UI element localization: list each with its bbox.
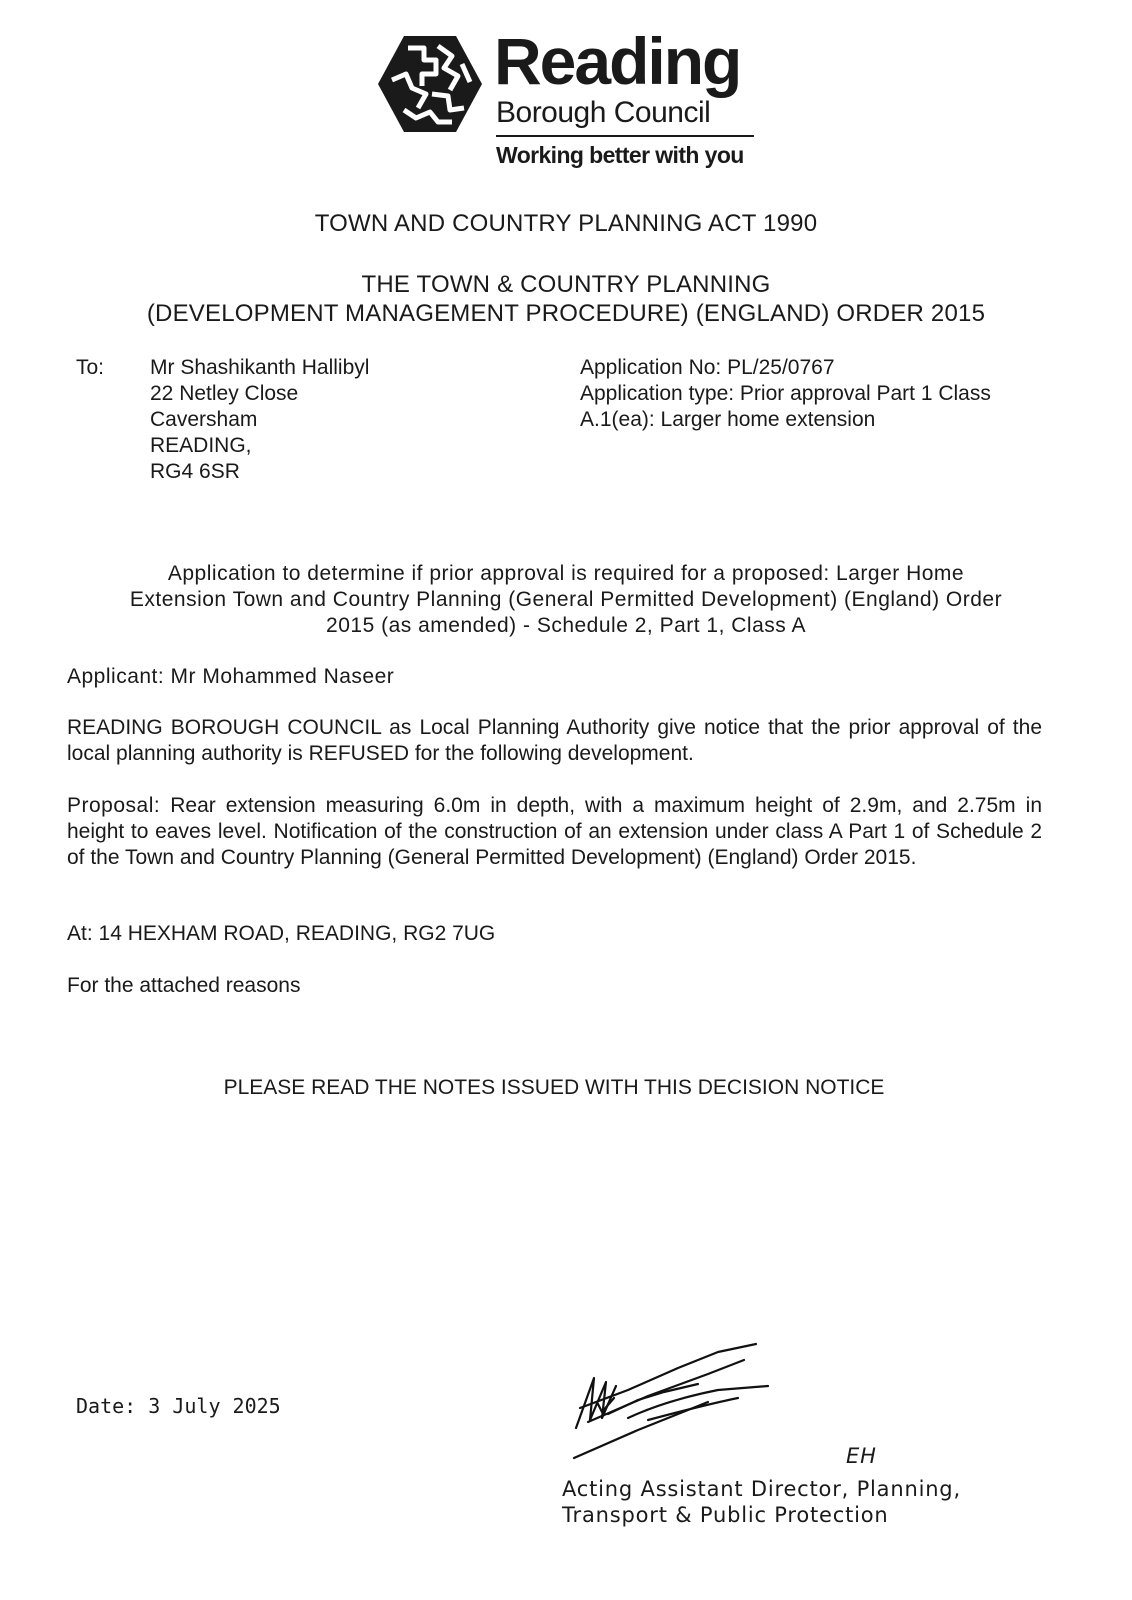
signature-image xyxy=(568,1338,778,1468)
description-line2: Extension Town and Country Planning (General Permitted Development) (England) Order xyxy=(129,588,1003,611)
proposal-text: Rear extension measuring 6.0m in depth, with a maximum height of 2.9m, and 2.75m in height to eaves level. Notification of the construction of an extension under class A Part 1 of Schedule 2 of the Town and Country Planning (General Permitted Development) (England) Order 2015. xyxy=(67,794,1042,869)
application-type-line2: A.1(ea): Larger home extension xyxy=(580,408,876,431)
site-address: At: 14 HEXHAM ROAD, READING, RG2 7UG xyxy=(67,922,496,945)
recipient-line: 22 Netley Close xyxy=(150,382,299,405)
signatory-title-line2: Transport & Public Protection xyxy=(562,1503,889,1527)
recipient-line: RG4 6SR xyxy=(150,460,240,483)
order-heading-line2: (DEVELOPMENT MANAGEMENT PROCEDURE) (ENGLAND) ORDER 2015 xyxy=(146,300,986,327)
refusal-notice: READING BOROUGH COUNCIL as Local Planning Authority give notice that the prior approval of the local planning authority is REFUSED for the following development. xyxy=(67,716,1042,765)
application-type-line1: Application type: Prior approval Part 1 Class xyxy=(580,382,991,405)
proposal-label: Proposal: xyxy=(67,794,161,817)
logo-tagline: Working better with you xyxy=(496,142,744,168)
recipient-line: Mr Shashikanth Hallibyl xyxy=(150,356,370,379)
logo-subtitle: Borough Council xyxy=(496,96,711,129)
notes-notice: PLEASE READ THE NOTES ISSUED WITH THIS DECISION NOTICE xyxy=(223,1076,885,1099)
recipient-line: READING, xyxy=(150,434,252,457)
decision-date: Date: 3 July 2025 xyxy=(76,1394,281,1418)
description-line1: Application to determine if prior approval is required for a proposed: Larger Home xyxy=(167,562,965,585)
recipient-address xyxy=(150,355,369,485)
reasons-line: For the attached reasons xyxy=(67,974,301,997)
signatory-initials: EH xyxy=(846,1444,877,1468)
applicant: Applicant: Mr Mohammed Naseer xyxy=(67,665,395,688)
application-details xyxy=(580,355,991,433)
application-description xyxy=(0,561,1132,639)
logo-divider xyxy=(496,135,754,137)
order-heading-line1: THE TOWN & COUNTRY PLANNING xyxy=(361,271,771,298)
logo-brand: Reading xyxy=(494,24,741,98)
council-logo xyxy=(378,24,778,172)
signatory-title-line1: Acting Assistant Director, Planning, xyxy=(562,1477,961,1501)
application-number: Application No: PL/25/0767 xyxy=(580,356,835,379)
act-heading: TOWN AND COUNTRY PLANNING ACT 1990 xyxy=(314,210,818,237)
recipient-line: Caversham xyxy=(150,408,258,431)
council-emblem-icon xyxy=(378,34,482,134)
description-line3: 2015 (as amended) - Schedule 2, Part 1, Class A xyxy=(326,614,806,637)
proposal xyxy=(67,793,1042,871)
to-label: To: xyxy=(76,356,105,379)
